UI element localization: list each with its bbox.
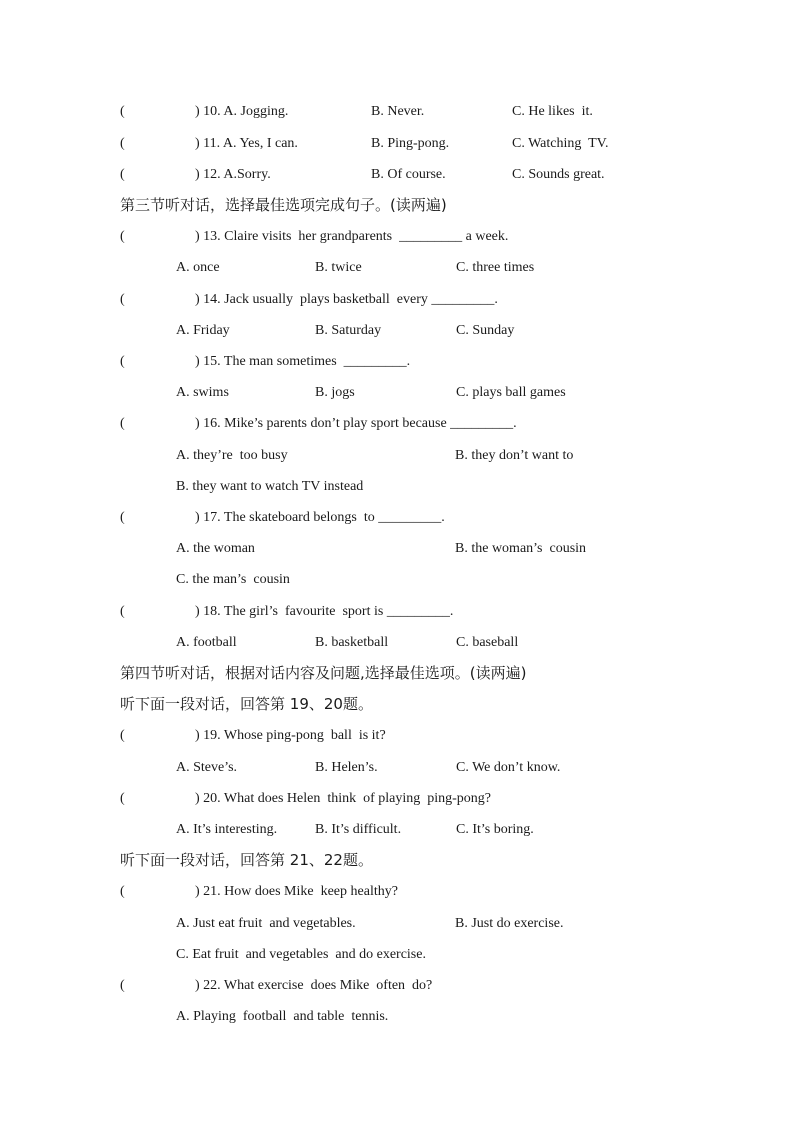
q22-option-a: A. Playing football and table tennis. [176,1009,389,1024]
q13-paren: ( [120,229,125,244]
q13-stem: ) 13. Claire visits her grandparents _________ a week. [195,229,509,244]
q19-option-a: A. Steve’s. [176,760,238,775]
q21-option-b: B. Just do exercise. [455,916,564,931]
q14-stem: ) 14. Jack usually plays basketball every _________. [195,292,498,307]
q18-paren: ( [120,604,125,619]
q18-stem: ) 18. The girl’s favourite sport is _________. [195,604,454,619]
section3-heading: 第三节听对话，选择最佳选项完成句子。(读两遍) [120,196,447,214]
q16-option-a: A. they’re too busy [176,448,288,463]
q16-paren: ( [120,416,125,431]
q11-paren: ( [120,136,125,151]
q19-option-c: C. We don’t know. [456,760,561,775]
q20-paren: ( [120,791,125,806]
q22-paren: ( [120,978,125,993]
q13-option-b: B. twice [315,260,362,275]
q12-option-b: B. Of course. [371,167,446,182]
instruction-21-22: 听下面一段对话，回答第 21、22题。 [120,851,373,869]
q14-option-b: B. Saturday [315,323,382,338]
q15-option-c: C. plays ball games [456,385,566,400]
q10-stem: ) 10. A. Jogging. [195,104,289,119]
q18-option-b: B. basketball [315,635,389,650]
q19-paren: ( [120,728,125,743]
q17-option-b: B. the woman’s cousin [455,541,587,556]
q11-option-b: B. Ping-pong. [371,136,450,151]
q19-option-b: B. Helen’s. [315,760,378,775]
q15-paren: ( [120,354,125,369]
q16-stem: ) 16. Mike’s parents don’t play sport because _________. [195,416,517,431]
q12-stem: ) 12. A.Sorry. [195,167,271,182]
q15-stem: ) 15. The man sometimes _________. [195,354,411,369]
q22-stem: ) 22. What exercise does Mike often do? [195,978,433,993]
q20-option-a: A. It’s interesting. [176,822,278,837]
q21-option-c: C. Eat fruit and vegetables and do exercise. [176,947,426,962]
q10-paren: ( [120,104,125,119]
q21-option-a: A. Just eat fruit and vegetables. [176,916,356,931]
q12-paren: ( [120,167,125,182]
q14-option-c: C. Sunday [456,323,515,338]
q21-stem: ) 21. How does Mike keep healthy? [195,884,398,899]
q17-stem: ) 17. The skateboard belongs to _________. [195,510,445,525]
section4-heading: 第四节听对话，根据对话内容及问题,选择最佳选项。(读两遍) [120,664,527,682]
q11-stem: ) 11. A. Yes, I can. [195,136,298,151]
q16-option-b: B. they don’t want to [455,448,574,463]
q13-option-a: A. once [176,260,220,275]
q12-option-c: C. Sounds great. [512,167,605,182]
q21-paren: ( [120,884,125,899]
instruction-19-20: 听下面一段对话，回答第 19、20题。 [120,695,373,713]
q20-option-b: B. It’s difficult. [315,822,402,837]
q13-option-c: C. three times [456,260,535,275]
q20-stem: ) 20. What does Helen think of playing ping-pong? [195,791,492,806]
q11-option-c: C. Watching TV. [512,136,609,151]
q20-option-c: C. It’s boring. [456,822,534,837]
q15-option-b: B. jogs [315,385,355,400]
q14-option-a: A. Friday [176,323,230,338]
q17-option-a: A. the woman [176,541,255,556]
q10-option-c: C. He likes it. [512,104,593,119]
q18-option-a: A. football [176,635,237,650]
q19-stem: ) 19. Whose ping-pong ball is it? [195,728,386,743]
q17-option-c: C. the man’s cousin [176,572,290,587]
q15-option-a: A. swims [176,385,229,400]
q10-option-b: B. Never. [371,104,425,119]
q16-option-c: B. they want to watch TV instead [176,479,364,494]
q14-paren: ( [120,292,125,307]
q18-option-c: C. baseball [456,635,519,650]
q17-paren: ( [120,510,125,525]
